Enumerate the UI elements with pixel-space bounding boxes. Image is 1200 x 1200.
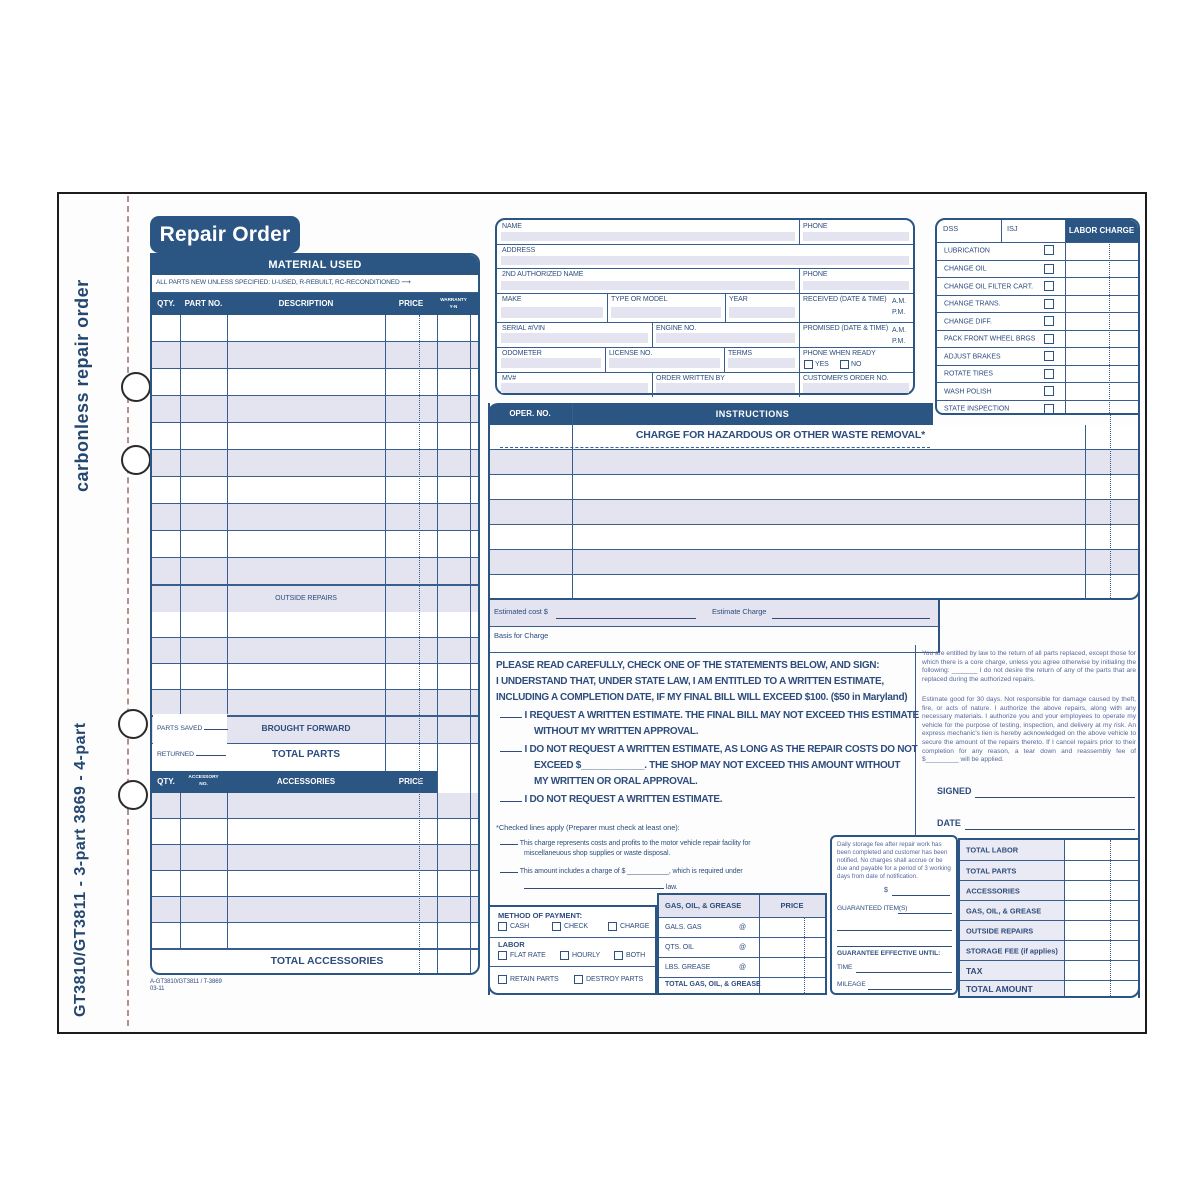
date-label: DATE bbox=[937, 818, 961, 828]
material-note bbox=[156, 278, 410, 286]
blank-line bbox=[204, 727, 228, 730]
blank-line bbox=[868, 988, 952, 990]
field-area bbox=[501, 333, 648, 343]
col-qty: QTY. bbox=[157, 299, 175, 308]
statement-option-3 bbox=[500, 794, 942, 805]
service-checkbox bbox=[1044, 245, 1054, 255]
grid-line bbox=[724, 347, 725, 372]
blank-line bbox=[856, 971, 952, 973]
field-area bbox=[609, 358, 720, 368]
blank-line bbox=[524, 886, 664, 889]
field-area bbox=[501, 307, 603, 318]
field-area bbox=[803, 232, 909, 241]
cents-line bbox=[804, 917, 805, 993]
retain-parts-label: RETAIN PARTS bbox=[510, 976, 559, 983]
engine-no-label: ENGINE NO. bbox=[656, 325, 697, 332]
terms-label: TERMS bbox=[728, 350, 753, 357]
service-label: CHANGE TRANS. bbox=[944, 300, 1001, 308]
grid-line bbox=[385, 315, 386, 771]
checked-line-2b bbox=[524, 884, 678, 892]
grid-line bbox=[180, 793, 181, 949]
col-qty: QTY. bbox=[157, 777, 175, 786]
grid-line bbox=[759, 895, 760, 993]
punch-hole bbox=[121, 445, 151, 475]
mv-number-label: MV# bbox=[502, 375, 517, 382]
year-field-label: YEAR bbox=[729, 296, 748, 303]
form-code-date: 03-11 bbox=[150, 986, 165, 992]
col-accessory-no: ACCESSORY bbox=[188, 775, 219, 780]
service-checkbox bbox=[1044, 351, 1054, 361]
service-label: WASH POLISH bbox=[944, 388, 992, 396]
gals-gas-label: GALS. GAS bbox=[665, 924, 702, 931]
divider bbox=[497, 347, 913, 348]
storage-amount-prefix: $ bbox=[884, 887, 888, 894]
customer-info-box bbox=[495, 218, 915, 395]
service-label: LUBRICATION bbox=[944, 247, 990, 255]
divider bbox=[490, 937, 655, 938]
total-accessories-label: TOTAL ACCESSORIES bbox=[270, 955, 384, 967]
statement-option-2 bbox=[500, 744, 942, 755]
total-row-label: TOTAL LABOR bbox=[966, 845, 1019, 855]
promised-date-time-label: PROMISED (DATE & TIME) bbox=[803, 325, 889, 332]
material-column-header bbox=[152, 293, 478, 315]
second-authorized-name-label: 2ND AUTHORIZED NAME bbox=[502, 271, 584, 278]
signed-label: SIGNED bbox=[937, 786, 972, 796]
divider bbox=[659, 957, 825, 958]
estimated-cost-row bbox=[488, 600, 940, 627]
total-row bbox=[960, 920, 1138, 940]
grid-line bbox=[915, 645, 916, 838]
lbs-grease-label: LBS. GREASE bbox=[665, 964, 711, 971]
storage-fee-notice: Daily storage fee after repair work has been completed and customer has been notified. No charges shall accrue or be due and payable for a period of 3 working days from date of notification. bbox=[837, 841, 951, 880]
instructions-header bbox=[488, 403, 933, 425]
signature-line bbox=[975, 796, 1135, 798]
field-area bbox=[656, 383, 795, 393]
dashed-line bbox=[500, 447, 930, 448]
tax-row-label: TAX bbox=[966, 965, 983, 976]
service-row bbox=[937, 400, 1138, 416]
law-text: law. bbox=[665, 884, 678, 891]
qts-oil-label: QTS. OIL bbox=[665, 944, 694, 951]
check-label: CHECK bbox=[564, 923, 589, 930]
divider bbox=[152, 585, 480, 586]
labor-header: LABOR bbox=[498, 940, 525, 949]
estimated-cost-label: Estimated cost $ bbox=[494, 607, 548, 616]
charge-checkbox bbox=[608, 922, 617, 931]
parts-saved-text: PARTS SAVED bbox=[157, 725, 203, 732]
service-checkbox bbox=[1044, 369, 1054, 379]
material-used-header: MATERIAL USED bbox=[152, 255, 478, 275]
statement-intro-1: PLEASE READ CAREFULLY, CHECK ONE OF THE STATEMENTS BELOW, AND SIGN: bbox=[496, 660, 880, 671]
blank-line bbox=[772, 617, 930, 619]
blank-line bbox=[196, 753, 226, 756]
blank-line bbox=[892, 894, 950, 896]
check-line bbox=[500, 799, 522, 802]
cash-label: CASH bbox=[510, 923, 530, 930]
name-field-label: NAME bbox=[502, 223, 522, 230]
field-area bbox=[729, 307, 795, 318]
total-row bbox=[960, 980, 1138, 996]
blank-line bbox=[837, 929, 952, 931]
col-warranty: WARRANTY bbox=[440, 297, 467, 302]
statement-option-2c: MY WRITTEN OR ORAL APPROVAL. bbox=[534, 776, 698, 787]
date-line bbox=[965, 828, 1135, 830]
yes-checkbox bbox=[804, 360, 813, 369]
service-checkbox bbox=[1044, 386, 1054, 396]
divider bbox=[490, 966, 655, 967]
check-line bbox=[500, 870, 518, 873]
service-row bbox=[937, 312, 1138, 331]
statement-text: I DO NOT REQUEST A WRITTEN ESTIMATE. bbox=[524, 794, 723, 805]
form-code bbox=[150, 979, 222, 993]
col-description: DESCRIPTION bbox=[278, 299, 334, 308]
price-header: PRICE bbox=[780, 901, 804, 910]
service-checkbox bbox=[1044, 404, 1054, 414]
grid-line bbox=[652, 322, 653, 347]
field-area bbox=[501, 256, 909, 265]
divider bbox=[659, 937, 825, 938]
checked-line-1 bbox=[500, 840, 751, 848]
checked-line-2 bbox=[500, 868, 743, 876]
punch-hole bbox=[118, 709, 148, 739]
check-line bbox=[500, 749, 522, 752]
pm-label: P.M. bbox=[892, 309, 906, 316]
parts-saved-label bbox=[157, 725, 228, 733]
guarantee-effective-until-label: GUARANTEE EFFECTIVE UNTIL: bbox=[837, 950, 941, 957]
perforation-line bbox=[127, 196, 129, 1026]
gas-oil-grease-header: GAS, OIL, & GREASE bbox=[665, 901, 742, 910]
method-of-payment-header: METHOD OF PAYMENT: bbox=[498, 911, 583, 920]
checked-line-1-text: This charge represents costs and profits to the motor vehicle repair facility for bbox=[519, 840, 751, 847]
material-used-table bbox=[150, 253, 480, 975]
statement-option-1b: WITHOUT MY WRITTEN APPROVAL. bbox=[534, 726, 699, 737]
grid-line bbox=[1001, 220, 1002, 242]
total-row-label: OUTSIDE REPAIRS bbox=[966, 926, 1034, 935]
method-of-payment-box bbox=[488, 905, 657, 995]
statement-text: I REQUEST A WRITTEN ESTIMATE. THE FINAL BILL MAY NOT EXCEED THIS ESTIMATE bbox=[524, 710, 919, 721]
grid-line bbox=[470, 315, 471, 975]
service-row bbox=[937, 330, 1138, 349]
cents-line bbox=[1110, 415, 1111, 600]
col-accessory-no2: NO. bbox=[199, 782, 208, 787]
customers-order-no-label: CUSTOMER'S ORDER NO. bbox=[803, 375, 889, 382]
address-field-label: ADDRESS bbox=[502, 247, 536, 254]
hourly-checkbox bbox=[560, 951, 569, 960]
service-row bbox=[937, 277, 1138, 296]
punch-hole bbox=[121, 372, 151, 402]
hazard-charge-label: CHARGE FOR HAZARDOUS OR OTHER WASTE REMOVAL* bbox=[635, 429, 925, 441]
statement-option-1 bbox=[500, 710, 942, 721]
mileage-label: MILEAGE bbox=[837, 981, 866, 988]
returned-text: RETURNED bbox=[157, 751, 194, 758]
phone-field-label: PHONE bbox=[803, 223, 828, 230]
total-row-label: ACCESSORIES bbox=[966, 886, 1020, 895]
divider bbox=[497, 244, 913, 245]
total-row bbox=[960, 960, 1138, 980]
service-label: ADJUST BRAKES bbox=[944, 353, 1001, 361]
col-price: PRICE bbox=[398, 299, 424, 308]
material-note-text: ALL PARTS NEW UNLESS SPECIFIED: U-USED, R-REBUILT, RC-RECONDITIONED bbox=[156, 279, 400, 286]
phone-when-ready-label: PHONE WHEN READY bbox=[803, 350, 876, 357]
blank-line bbox=[556, 617, 696, 619]
service-label: CHANGE OIL FILTER CART. bbox=[944, 283, 1034, 291]
phone2-field-label: PHONE bbox=[803, 271, 828, 278]
odometer-label: ODOMETER bbox=[502, 350, 542, 357]
field-area bbox=[611, 307, 721, 318]
retain-parts-checkbox bbox=[498, 975, 507, 984]
grid-line bbox=[1085, 425, 1086, 600]
at-symbol: @ bbox=[739, 924, 747, 931]
col-part-no: PART NO. bbox=[184, 299, 223, 308]
statement-intro-3: INCLUDING A COMPLETION DATE, IF MY FINAL BILL WILL EXCEED $100. ($50 in Maryland) bbox=[496, 692, 908, 703]
service-label: CHANGE DIFF. bbox=[944, 318, 992, 326]
total-row-label: TOTAL PARTS bbox=[966, 866, 1017, 875]
hourly-label: HOURLY bbox=[572, 952, 601, 959]
cents-line bbox=[419, 315, 420, 975]
at-symbol: @ bbox=[739, 964, 747, 971]
am-label: A.M. bbox=[892, 327, 906, 334]
grid-line bbox=[227, 315, 228, 714]
field-area bbox=[501, 281, 795, 290]
grid-line bbox=[799, 220, 800, 244]
oper-no-header: OPER. NO. bbox=[488, 403, 573, 425]
flat-rate-label: FLAT RATE bbox=[510, 952, 546, 959]
service-checkbox bbox=[1044, 316, 1054, 326]
instructions-header-label: INSTRUCTIONS bbox=[715, 409, 790, 419]
pm-label: P.M. bbox=[892, 338, 906, 345]
basis-for-charge-label: Basis for Charge bbox=[494, 631, 549, 640]
form-title: Repair Order bbox=[150, 216, 300, 253]
service-row bbox=[937, 382, 1138, 401]
statement-intro-2: I UNDERSTAND THAT, UNDER STATE LAW, I AM ENTITLED TO A WRITTEN ESTIMATE, bbox=[496, 676, 884, 687]
divider bbox=[659, 977, 825, 978]
basis-for-charge-row bbox=[488, 626, 940, 653]
charge-label: CHARGE bbox=[620, 923, 650, 930]
at-symbol: @ bbox=[739, 944, 747, 951]
service-checkbox bbox=[1044, 264, 1054, 274]
parts-grid bbox=[152, 315, 478, 585]
total-row-label: GAS, OIL, & GREASE bbox=[966, 906, 1042, 915]
received-date-time-label: RECEIVED (DATE & TIME) bbox=[803, 296, 887, 303]
service-row bbox=[937, 260, 1138, 279]
instructions-lines bbox=[488, 425, 1140, 600]
service-label: ROTATE TIRES bbox=[944, 370, 994, 378]
labor-charge-header: LABOR CHARGE bbox=[1065, 220, 1138, 242]
divider bbox=[497, 322, 913, 323]
parts-return-notice: You are entitled by law to the return of all parts replaced, except those for which there is a core charge, unless you agree otherwise by initialing the following: _______ I do not desire the return of any of the parts that are replaced during the authorized repairs. bbox=[922, 650, 1136, 683]
time-label: TIME bbox=[837, 964, 853, 971]
total-row bbox=[960, 840, 1138, 860]
total-row bbox=[960, 940, 1138, 960]
total-amount-row-label: TOTAL AMOUNT bbox=[966, 983, 1033, 994]
col-warranty-yn: Y-N bbox=[449, 304, 458, 309]
no-checkbox bbox=[840, 360, 849, 369]
form-code-number: A-GT3810/GT3811 / T-3869 bbox=[150, 979, 222, 985]
grid-line bbox=[180, 315, 181, 714]
accessories-grid bbox=[152, 793, 478, 949]
totals-table bbox=[958, 838, 1140, 998]
check-line bbox=[500, 842, 518, 845]
total-row-label: STORAGE FEE (if applies) bbox=[966, 946, 1058, 955]
dss-cell-label: DSS bbox=[943, 224, 959, 233]
field-area bbox=[656, 333, 795, 343]
grid-line bbox=[572, 403, 573, 600]
col-price: PRICE bbox=[398, 777, 424, 786]
divider bbox=[497, 372, 913, 373]
parts-saved-panel bbox=[153, 714, 227, 771]
divider bbox=[152, 949, 480, 950]
returned-label bbox=[157, 751, 226, 759]
field-area bbox=[501, 383, 648, 393]
grid-line bbox=[437, 315, 438, 975]
serial-vin-label: SERIAL #/VIN bbox=[502, 325, 545, 332]
blank-line bbox=[837, 945, 952, 947]
grid-line bbox=[652, 372, 653, 397]
both-label: BOTH bbox=[626, 952, 646, 959]
service-checkbox bbox=[1044, 281, 1054, 291]
service-row bbox=[937, 365, 1138, 384]
grid-line bbox=[227, 793, 228, 949]
grid-line bbox=[607, 293, 608, 322]
make-field-label: MAKE bbox=[502, 296, 522, 303]
brought-forward-label: BROUGHT FORWARD bbox=[261, 723, 351, 733]
field-area bbox=[501, 232, 795, 241]
check-line bbox=[500, 715, 522, 718]
license-no-label: LICENSE NO. bbox=[609, 350, 653, 357]
parts-grid-lower bbox=[152, 612, 478, 716]
grid-line bbox=[725, 293, 726, 322]
am-label: A.M. bbox=[892, 298, 906, 305]
both-checkbox bbox=[614, 951, 623, 960]
service-row bbox=[937, 347, 1138, 366]
field-area bbox=[803, 383, 909, 393]
grid-line bbox=[605, 347, 606, 372]
blank-line bbox=[898, 912, 952, 914]
guaranteed-items-label: GUARANTEED ITEM(S) bbox=[837, 905, 908, 912]
check-checkbox bbox=[552, 922, 561, 931]
total-row bbox=[960, 880, 1138, 900]
service-label: CHANGE OIL bbox=[944, 265, 987, 273]
field-area bbox=[803, 281, 909, 290]
grid-line bbox=[799, 268, 800, 397]
gas-oil-grease-table bbox=[657, 893, 827, 995]
total-parts-label: TOTAL PARTS bbox=[271, 749, 341, 760]
total-gas-oil-grease-label: TOTAL GAS, OIL, & GREASE bbox=[665, 981, 761, 988]
service-checklist-box bbox=[935, 218, 1140, 415]
side-label-top: carbonless repair order bbox=[72, 279, 92, 492]
statement-text: I DO NOT REQUEST A WRITTEN ESTIMATE, AS LONG AS THE REPAIR COSTS DO NOT bbox=[524, 744, 918, 755]
service-checkbox bbox=[1044, 334, 1054, 344]
type-or-model-label: TYPE OR MODEL bbox=[611, 296, 668, 303]
destroy-parts-checkbox bbox=[574, 975, 583, 984]
total-row bbox=[960, 860, 1138, 880]
total-row bbox=[960, 900, 1138, 920]
destroy-parts-label: DESTROY PARTS bbox=[586, 976, 644, 983]
col-accessories: ACCESSORIES bbox=[276, 777, 336, 786]
accessories-header bbox=[152, 771, 437, 793]
service-label: STATE INSPECTION bbox=[944, 405, 1010, 413]
punch-hole bbox=[118, 780, 148, 810]
isj-cell-label: ISJ bbox=[1007, 224, 1018, 233]
arrow-right-icon: ⟶ bbox=[401, 279, 410, 286]
estimate-charge-label: Estimate Charge bbox=[712, 607, 767, 616]
divider bbox=[497, 293, 913, 294]
field-area bbox=[728, 358, 795, 368]
divider bbox=[659, 917, 825, 918]
statement-option-2b: EXCEED $____________. THE SHOP MAY NOT EXCEED THIS AMOUNT WITHOUT bbox=[534, 760, 901, 771]
grid-line bbox=[938, 600, 940, 652]
service-row bbox=[937, 295, 1138, 314]
checked-line-1b-text: miscellaneuous shop supplies or waste disposal. bbox=[524, 850, 671, 857]
storage-guarantee-box bbox=[830, 835, 958, 995]
estimate-terms-notice: Estimate good for 30 days. Not responsible for damage caused by theft, fire, or acts of nature. I authorize the above repairs, along with any necessary materials. I authorize you and your employees to operate my vehicle for the purpose of testing, inspection, and delivery at my risk. An express mechanic's lien is hereby acknowledged on the above vehicle to secure the amount of the repairs thereto. If I cancel repairs prior to their completion for any reason, a tear down and reassembly fee of $_________ will be applied. bbox=[922, 696, 1136, 764]
service-row bbox=[937, 242, 1138, 260]
side-label-bottom: GT3810/GT3811 - 3-part 3869 - 4-part bbox=[72, 722, 89, 1017]
service-checkbox bbox=[1044, 299, 1054, 309]
yes-label: YES bbox=[815, 361, 829, 368]
flat-rate-checkbox bbox=[498, 951, 507, 960]
checked-line-2-text: This amount includes a charge of $ ___________, which is required under bbox=[519, 868, 743, 875]
divider bbox=[497, 268, 913, 269]
outside-repairs-label: OUTSIDE REPAIRS bbox=[275, 595, 337, 602]
no-label: NO bbox=[851, 361, 862, 368]
field-area bbox=[501, 358, 601, 368]
checked-lines-intro: *Checked lines apply (Preparer must check at least one): bbox=[496, 823, 680, 832]
order-written-by-label: ORDER WRITTEN BY bbox=[656, 375, 725, 382]
cash-checkbox bbox=[498, 922, 507, 931]
service-label: PACK FRONT WHEEL BRGS bbox=[944, 335, 1036, 343]
